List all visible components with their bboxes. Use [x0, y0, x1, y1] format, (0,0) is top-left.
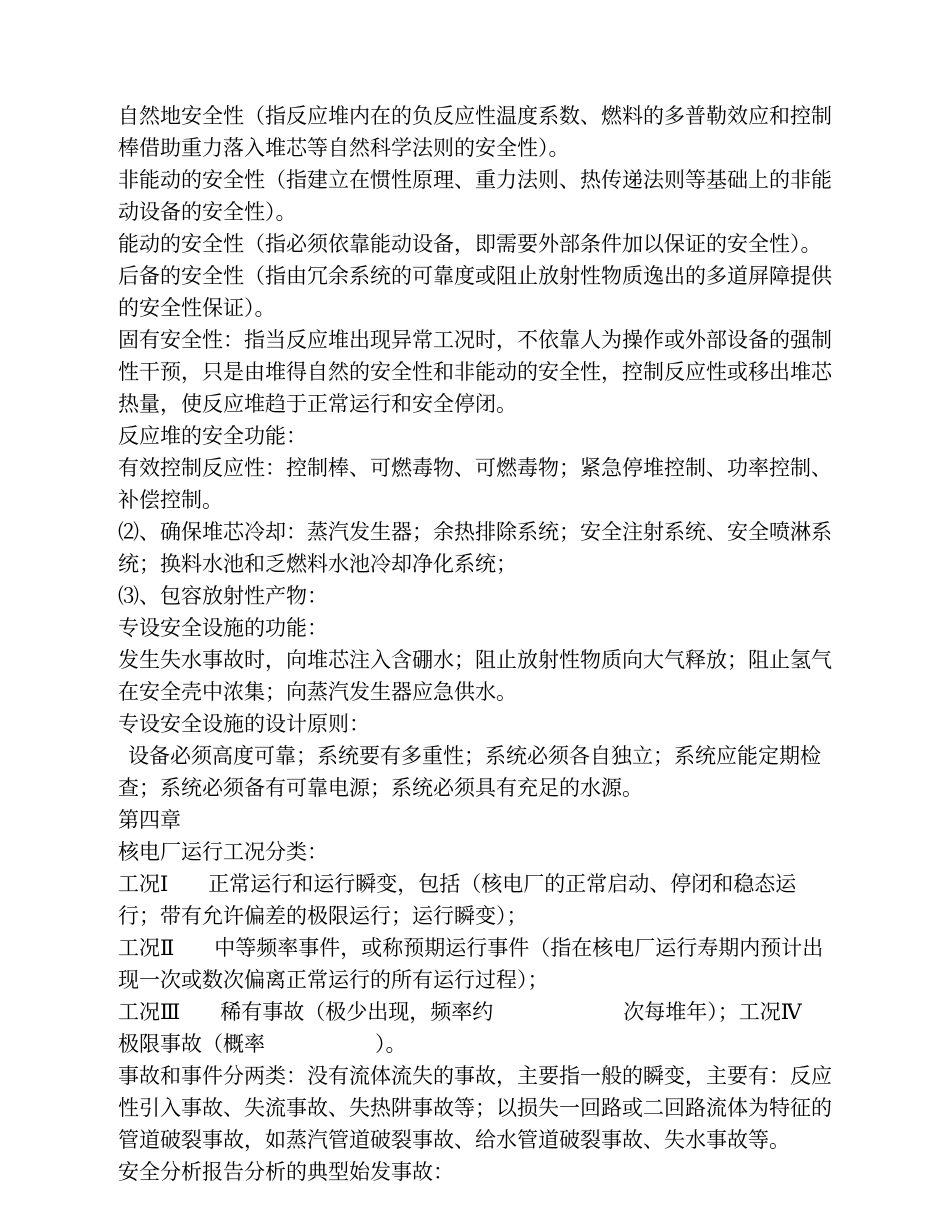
- heading-esf-functions: 专设安全设施的功能：: [118, 616, 328, 640]
- paragraph-esf-design-principles: 设备必须高度可靠；系统要有多重性；系统必须各自独立；系统应能定期检查；系统必须备有可靠电源；系统必须具有充足的水源。: [118, 744, 821, 800]
- condition-2-label: 工况Ⅱ: [118, 936, 175, 960]
- heading-esf-design-principles: 专设安全设施的设计原则：: [118, 712, 370, 736]
- condition-3-text-b: 次每堆年）；工况: [623, 1000, 781, 1024]
- paragraph-inherent-safety: 固有安全性：指当反应堆出现异常工况时，不依靠人为操作或外部设备的强制性干预，只是由堆得自然的安全性和非能动的安全性，控制反应性或移出堆芯热量，使反应堆趋于正常运行和安全停闭。: [118, 328, 832, 416]
- paragraph-condition-1: [118, 868, 836, 932]
- heading-operating-conditions: 核电厂运行工况分类：: [118, 840, 328, 864]
- paragraph-natural-safety: 自然地安全性（指反应堆内在的负反应性温度系数、燃料的多普勒效应和控制棒借助重力落入堆芯等自然科学法则的安全性）。: [118, 104, 832, 160]
- condition-3-label: 工况Ⅲ: [118, 1000, 181, 1024]
- condition-1-label: 工况Ⅰ: [118, 872, 169, 896]
- paragraph-accident-categories: 事故和事件分两类：没有流体流失的事故，主要指一般的瞬变，主要有：反应性引入事故、失流事故、失热阱事故等；以损失一回路或二回路流体为特征的管道破裂事故，如蒸汽管道破裂事故、给水管道破裂事故、失水事故等。: [118, 1064, 832, 1152]
- paragraph-active-safety: 能动的安全性（指必须依靠能动设备，即需要外部条件加以保证的安全性）。: [118, 232, 822, 256]
- paragraph-esf-functions: 发生失水事故时，向堆芯注入含硼水；阻止放射性物质向大气释放；阻止氢气在安全壳中浓集；向蒸汽发生器应急供水。: [118, 648, 832, 704]
- heading-typical-initiating-events: 安全分析报告分析的典型始发事故：: [118, 1160, 454, 1184]
- paragraph-containment: ⑶、包容放射性产物：: [118, 584, 328, 608]
- condition-4-label: Ⅳ: [780, 1000, 802, 1024]
- paragraph-condition-3-4: [118, 996, 836, 1060]
- condition-2-text: 中等频率事件，或称预期运行事件（指在核电厂运行寿期内预计出现一次或数次偏离正常运行的所有运行过程）；: [118, 936, 824, 992]
- heading-safety-functions: 反应堆的安全功能：: [118, 424, 307, 448]
- paragraph-reactivity-control: 有效控制反应性：控制棒、可燃毒物、可燃毒物；紧急停堆控制、功率控制、补偿控制。: [118, 456, 832, 512]
- document-body: [118, 100, 836, 1188]
- paragraph-condition-2: [118, 932, 836, 996]
- condition-4-text-b: ）。: [375, 1032, 407, 1056]
- condition-1-text: 正常运行和运行瞬变，包括（核电厂的正常启动、停闭和稳态运行；带有允许偏差的极限运行；运行瞬变）；: [118, 872, 797, 928]
- condition-3-text-a: 稀有事故（极少出现，频率约: [220, 1000, 494, 1024]
- paragraph-passive-safety: 非能动的安全性（指建立在惯性原理、重力法则、热传递法则等基础上的非能动设备的安全性）。: [118, 168, 832, 224]
- condition-4-text-a: 极限事故（概率: [118, 1032, 265, 1056]
- chapter-heading: 第四章: [118, 808, 181, 832]
- paragraph-backup-safety: 后备的安全性（指由冗余系统的可靠度或阻止放射性物质逸出的多道屏障提供的安全性保证）。: [118, 264, 832, 320]
- paragraph-core-cooling: ⑵、确保堆芯冷却：蒸汽发生器；余热排除系统；安全注射系统、安全喷淋系统；换料水池和乏燃料水池冷却净化系统；: [118, 520, 832, 576]
